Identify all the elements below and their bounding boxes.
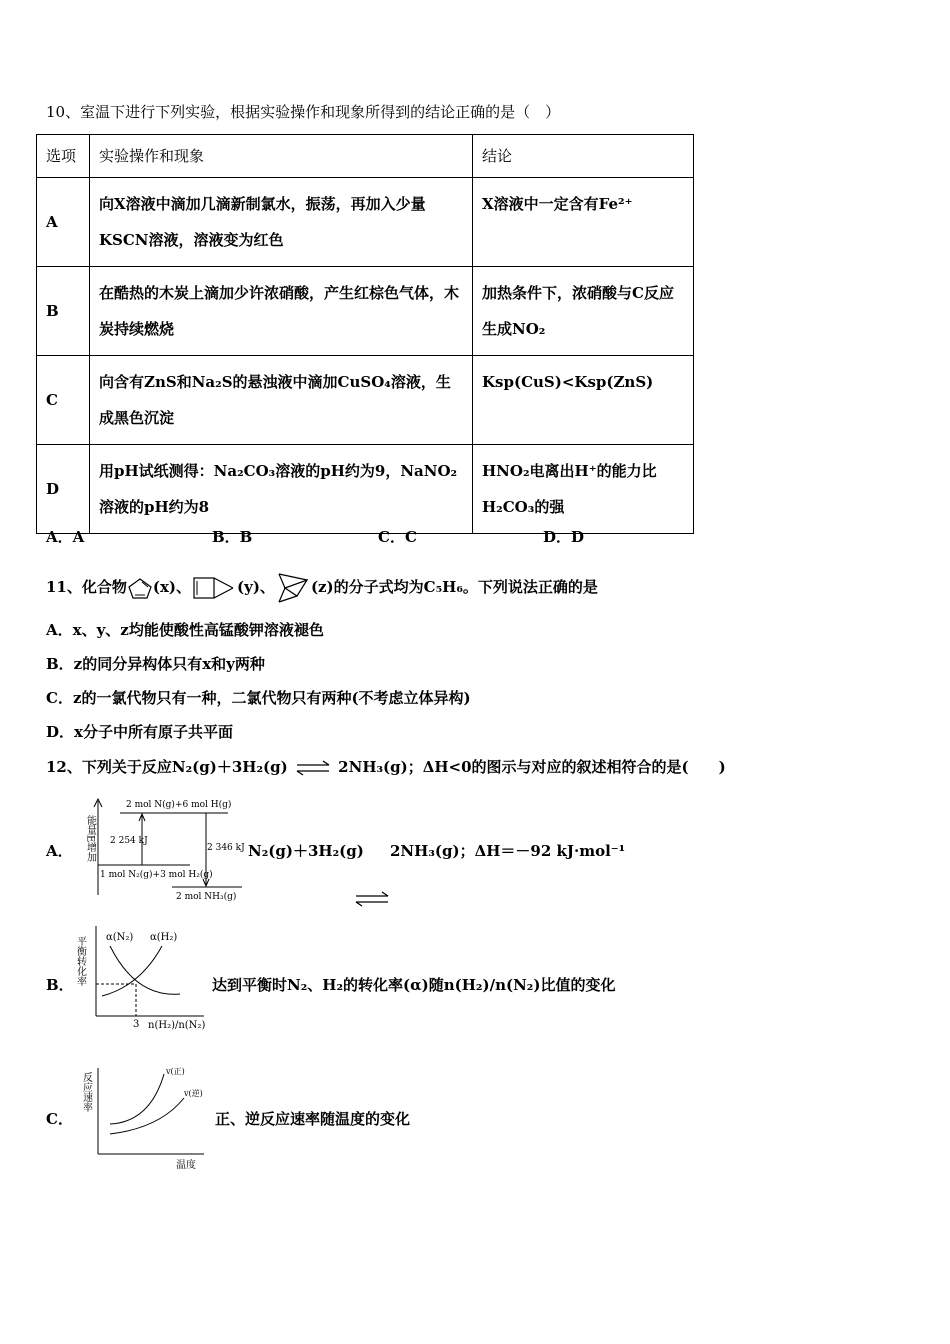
q12-option-c-letter[interactable]: C．	[46, 1110, 73, 1128]
row-option: A	[37, 178, 90, 267]
row-conclusion: HNO₂电离出H⁺的能力比H₂CO₃的强	[473, 445, 694, 534]
row-operation: 用pH试纸测得：Na₂CO₃溶液的pH约为9，NaNO₂溶液的pH约为8	[90, 445, 473, 534]
q11-option-d[interactable]: D．x分子中所有原子共平面	[46, 723, 233, 741]
header-operation: 实验操作和现象	[90, 135, 473, 178]
row-operation: 在酷热的木炭上滴加少许浓硝酸，产生红棕色气体，木炭持续燃烧	[90, 267, 473, 356]
tricyclic-z-structure-icon	[275, 572, 311, 604]
table-row	[37, 445, 694, 534]
q12-a-text-right: 2NH₃(g)；ΔH＝－92 kJ·mol⁻¹	[390, 842, 626, 860]
tick-3-label: 3	[133, 1019, 140, 1030]
q11-option-b[interactable]: B．z的同分异构体只有x和y两种	[46, 655, 265, 673]
q12-option-b-letter[interactable]: B．	[46, 976, 74, 994]
alpha-h2-label: α(H₂)	[150, 932, 178, 943]
forward-rate-curve	[110, 1074, 164, 1124]
b-x-axis-label: n(H₂)/n(N₂)	[148, 1020, 206, 1031]
q11-option-c[interactable]: C．z的一氯代物只有一种，二氯代物只有两种(不考虑立体异构)	[46, 689, 471, 707]
row-conclusion: 加热条件下，浓硝酸与C反应生成NO₂	[473, 267, 694, 356]
row-conclusion: X溶液中一定含有Fe²⁺	[473, 178, 694, 267]
energy-axis-label: 能量E增加	[84, 815, 96, 863]
reverse-rate-curve	[110, 1098, 184, 1134]
q11-option-a[interactable]: A．x、y、z均能使酸性高锰酸钾溶液褪色	[46, 621, 324, 639]
q12-a-text-left: N₂(g)＋3H₂(g)	[248, 842, 364, 860]
table-row	[37, 178, 694, 267]
header-conclusion: 结论	[473, 135, 694, 178]
q11-y-label: (y)、	[237, 578, 275, 596]
q12-option-a-letter[interactable]: A．	[46, 842, 73, 860]
right-level-label: 2 mol NH₃(g)	[176, 892, 237, 902]
reverse-rate-label: v(逆)	[184, 1089, 203, 1098]
row-option: C	[37, 356, 90, 445]
row-operation: 向含有ZnS和Na₂S的悬浊液中滴加CuSO₄溶液，生成黑色沉淀	[90, 356, 473, 445]
equilibrium-arrow-icon	[295, 761, 331, 775]
top-level-label: 2 mol N(g)+6 mol H(g)	[126, 800, 232, 810]
conversion-graph	[76, 922, 216, 1037]
rate-temperature-graph	[80, 1062, 210, 1174]
q12-stem	[46, 756, 726, 777]
q10-choice-d[interactable]: D．D	[543, 528, 585, 546]
row-option: B	[37, 267, 90, 356]
q11-suffix: 。下列说法正确的是	[462, 578, 598, 596]
row-conclusion: Ksp(CuS)<Ksp(ZnS)	[473, 356, 694, 445]
table-header-row	[37, 135, 694, 178]
row-option: D	[37, 445, 90, 534]
left-level-label: 1 mol N₂(g)+3 mol H₂(g)	[100, 870, 213, 880]
energy-e2-label: 2 346 kJ	[207, 843, 245, 853]
b-y-axis-label: 平衡转化率	[74, 936, 86, 986]
q11-formula: C₅H₆	[423, 578, 463, 596]
q12-option-c-text: 正、逆反应速率随温度的变化	[215, 1110, 411, 1128]
energy-e1-label: 2 254 kJ	[110, 836, 148, 846]
q10-choice-c[interactable]: C．C	[378, 528, 417, 546]
alpha-h2-curve	[102, 946, 162, 996]
cyclopentadiene-structure-icon	[127, 577, 153, 599]
table-row	[37, 267, 694, 356]
forward-rate-label: v(正)	[166, 1067, 185, 1076]
q12-option-b-text: 达到平衡时N₂、H₂的转化率(α)随n(H₂)/n(N₂)比值的变化	[212, 976, 616, 994]
c-x-axis-label: 温度	[176, 1160, 196, 1171]
q11-stem	[46, 572, 598, 604]
c-y-axis-label: 反应速率	[80, 1072, 92, 1112]
q11-x-label: (x)、	[152, 578, 192, 596]
q11-z-label: (z)的分子式均为	[310, 578, 424, 596]
q12-stem-tail: 2NH₃(g)；ΔH<0的图示与对应的叙述相符合的是( )	[338, 758, 726, 776]
q11-prefix: 11、化合物	[46, 578, 127, 596]
q10-choice-b[interactable]: B．B	[212, 528, 253, 546]
table-row	[37, 356, 694, 445]
equilibrium-arrow-icon	[354, 892, 390, 906]
header-option: 选项	[37, 135, 90, 178]
alpha-n2-label: α(N₂)	[106, 932, 134, 943]
row-operation: 向X溶液中滴加几滴新制氯水，振荡，再加入少量KSCN溶液，溶液变为红色	[90, 178, 473, 267]
q12-stem-text: 12、下列关于反应N₂(g)＋3H₂(g)	[46, 758, 288, 776]
q10-stem: 10、室温下进行下列实验，根据实验操作和现象所得到的结论正确的是（ ）	[46, 103, 561, 121]
bicyclic-y-structure-icon	[191, 575, 237, 601]
q10-table	[36, 134, 694, 534]
q10-choice-a[interactable]: A．A	[46, 528, 85, 546]
